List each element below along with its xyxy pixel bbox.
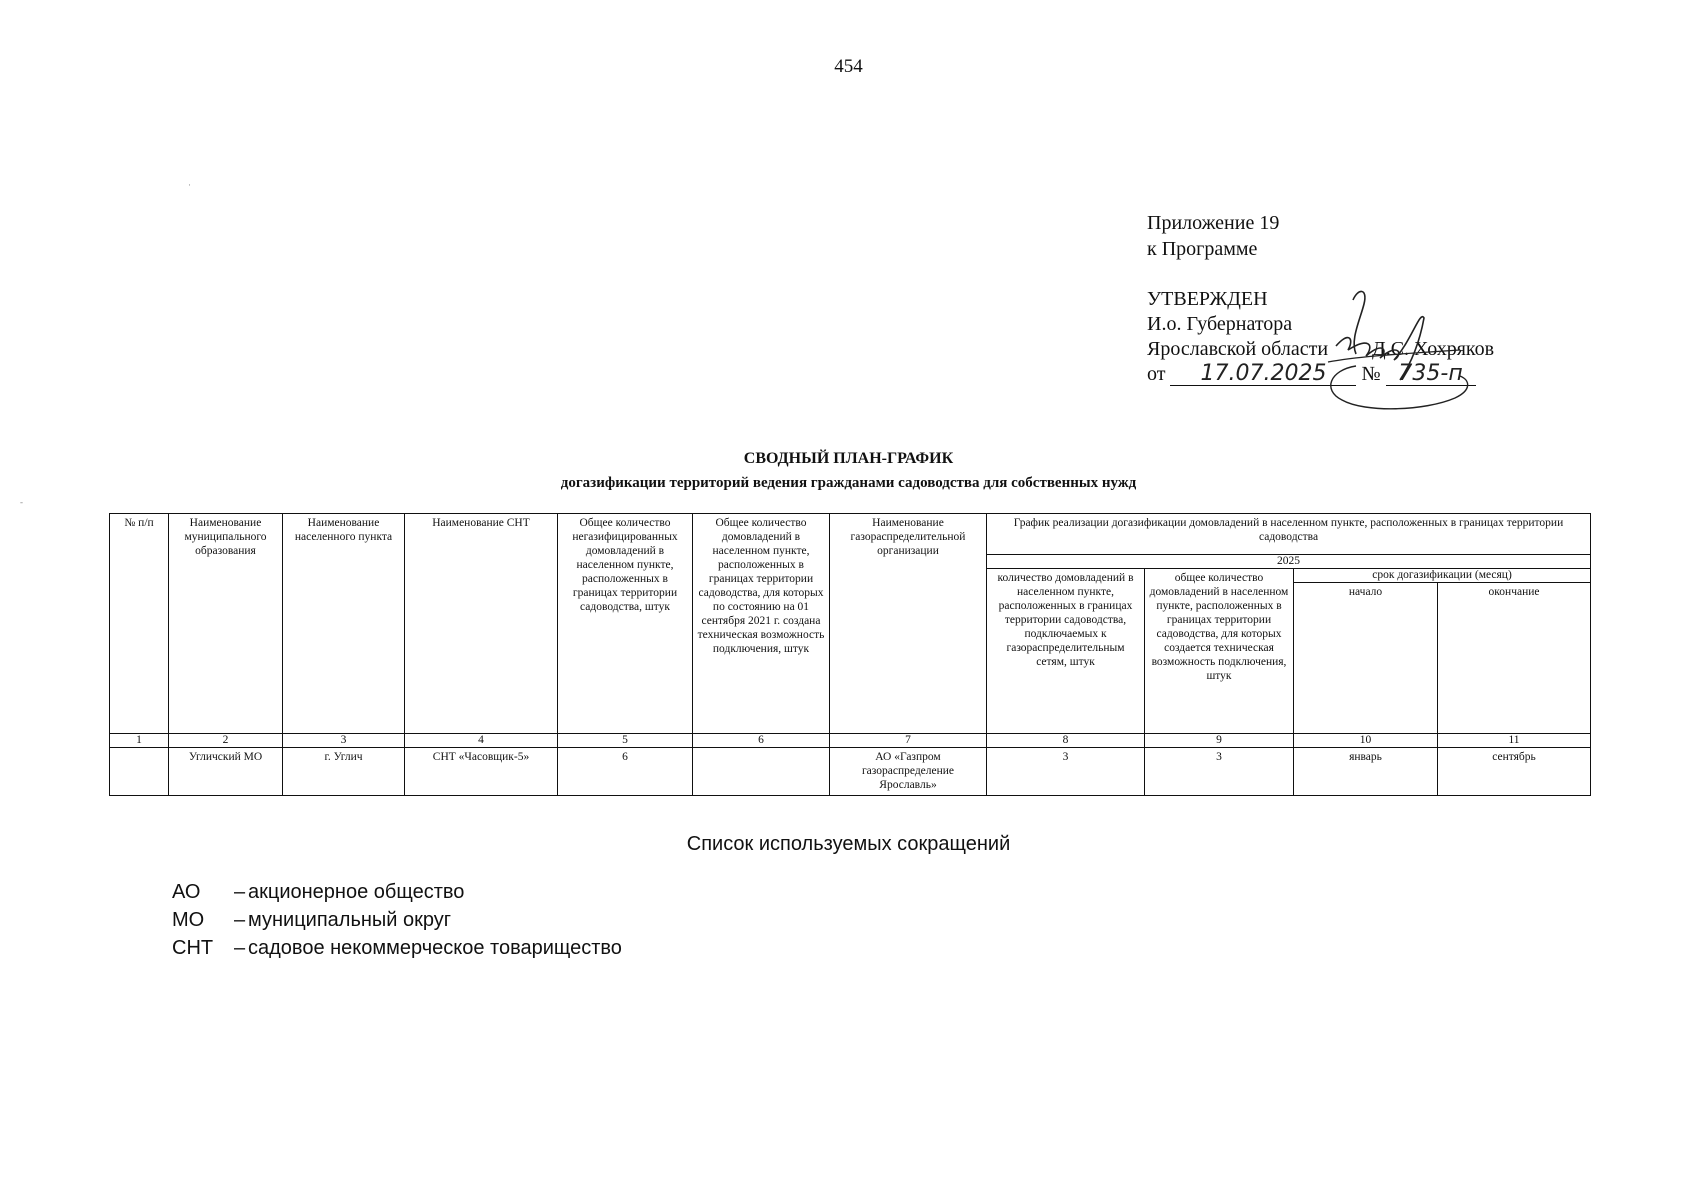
header-num: № п/п <box>110 514 169 734</box>
header-year: 2025 <box>987 555 1591 569</box>
approved-label: УТВЕРЖДЕН <box>1147 288 1268 310</box>
appendix-line-1: Приложение 19 <box>1147 212 1280 234</box>
column-number: 8 <box>987 734 1145 748</box>
header-term: срок догазификации (месяц) <box>1294 569 1591 583</box>
approver-position-1: И.о. Губернатора <box>1147 313 1293 335</box>
column-number: 2 <box>169 734 283 748</box>
header-end: окончание <box>1438 583 1591 734</box>
date-prefix: от <box>1147 363 1166 385</box>
abbreviation-term: СНТ <box>172 937 214 959</box>
abbreviation-term: АО <box>172 881 201 903</box>
approver-signer-name: Д.С. Хохряков <box>1372 338 1495 360</box>
scan-speck: · <box>188 180 191 190</box>
header-gas-org: Наименование газораспределительной организации <box>830 514 987 734</box>
header-ungasified: Общее количество негазифицированных домовладений в населенном пункте, расположенных в границах территории садоводства, штук <box>558 514 693 734</box>
column-number-row <box>110 734 1591 748</box>
abbreviations-title: Список используемых сокращений <box>686 833 1011 855</box>
document-subtitle: догазификации территорий ведения гражданами садоводства для собственных нужд <box>560 475 1137 491</box>
abbreviations-list <box>172 878 622 962</box>
scan-speck: - <box>20 497 23 507</box>
column-number: 4 <box>405 734 558 748</box>
header-start: начало <box>1294 583 1438 734</box>
abbreviation-dash: – <box>234 937 246 959</box>
approval-number: 735-п <box>1386 363 1476 386</box>
header-with-capability: Общее количество домовладений в населенном пункте, расположенных в границах территории садоводства, для которых по состоянию на 01 сентября 2021 г. создана техническая возможность подключения, штук <box>693 514 830 734</box>
abbreviation-definition: муниципальный округ <box>248 909 452 931</box>
column-number: 1 <box>110 734 169 748</box>
abbreviation-term: МО <box>172 909 205 931</box>
abbreviation-item <box>172 878 622 906</box>
plan-table <box>109 513 1591 796</box>
cell-snt: СНТ «Часовщик-5» <box>405 748 558 796</box>
abbreviation-dash: – <box>234 881 246 903</box>
cell-connected: 3 <box>987 748 1145 796</box>
cell-settlement: г. Углич <box>283 748 405 796</box>
cell-gas-org: АО «Газпром газораспределение Ярославль» <box>830 748 987 796</box>
abbreviation-dash: – <box>234 909 246 931</box>
cell-num <box>110 748 169 796</box>
header-municipality: Наименование муниципального образования <box>169 514 283 734</box>
approver-line <box>1147 337 1667 362</box>
page-number: 454 <box>834 56 863 77</box>
table-header-row <box>110 514 1591 555</box>
column-number: 5 <box>558 734 693 748</box>
header-settlement: Наименование населенного пункта <box>283 514 405 734</box>
column-number: 11 <box>1438 734 1591 748</box>
appendix-line-2: к Программе <box>1147 238 1258 260</box>
abbreviation-item <box>172 934 622 962</box>
approval-date: 17.07.2025 <box>1170 363 1356 386</box>
approver-position-2: Ярославской области <box>1147 338 1329 360</box>
number-prefix: № <box>1361 363 1381 385</box>
column-number: 7 <box>830 734 987 748</box>
column-number: 9 <box>1145 734 1294 748</box>
header-snt: Наименование СНТ <box>405 514 558 734</box>
appendix-block <box>1147 210 1279 262</box>
header-schedule: График реализации догазификации домовладений в населенном пункте, расположенных в границах территории садоводства <box>987 514 1591 555</box>
header-capability-created: общее количество домовладений в населенном пункте, расположенных в границах территории садоводства, для которых создается техническая возможность подключения, штук <box>1145 569 1294 734</box>
document-title: СВОДНЫЙ ПЛАН-ГРАФИК <box>743 450 954 467</box>
column-number: 6 <box>693 734 830 748</box>
cell-start: январь <box>1294 748 1438 796</box>
cell-municipality: Угличский МО <box>169 748 283 796</box>
column-number: 3 <box>283 734 405 748</box>
column-number: 10 <box>1294 734 1438 748</box>
approval-block <box>1147 287 1667 387</box>
cell-ungasified: 6 <box>558 748 693 796</box>
table-row <box>110 748 1591 796</box>
header-connected: количество домовладений в населенном пункте, расположенных в границах территории садоводства, подключаемых к газораспределительным сетям, штук <box>987 569 1145 734</box>
abbreviation-definition: садовое некоммерческое товарищество <box>248 937 622 959</box>
cell-with-capability <box>693 748 830 796</box>
cell-capability-created: 3 <box>1145 748 1294 796</box>
abbreviation-definition: акционерное общество <box>248 881 465 903</box>
approval-date-line <box>1147 362 1667 387</box>
cell-end: сентябрь <box>1438 748 1591 796</box>
abbreviation-item <box>172 906 622 934</box>
